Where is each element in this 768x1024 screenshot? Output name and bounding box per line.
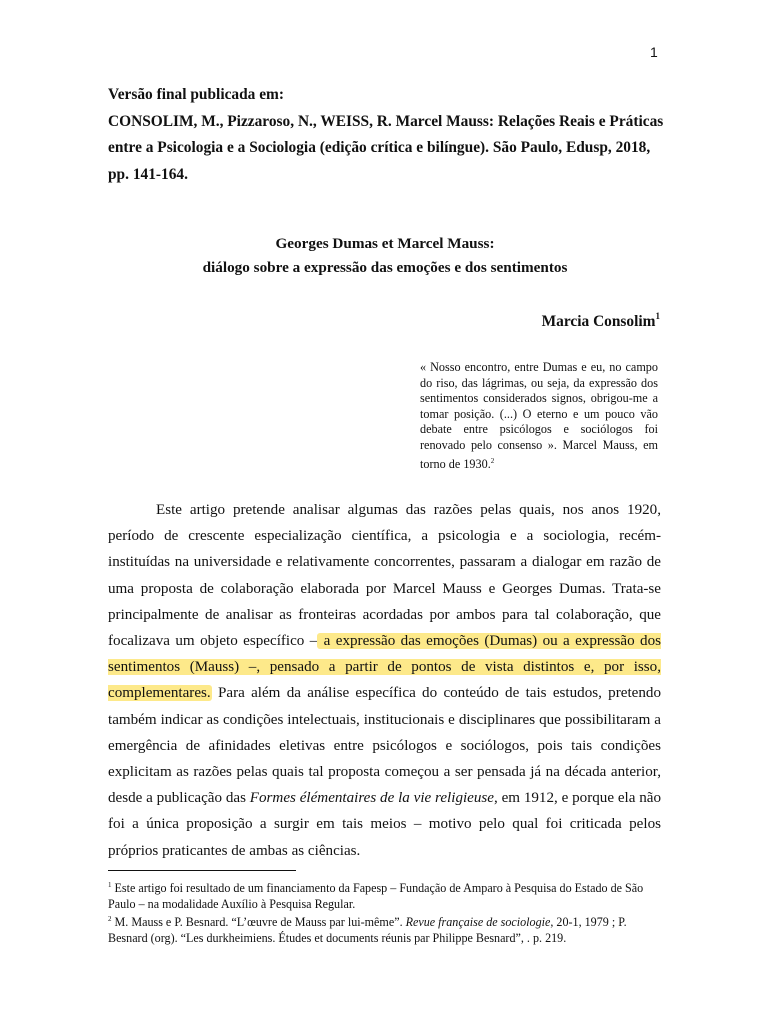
footnotes: [108, 878, 662, 947]
footnote-1: [108, 878, 662, 912]
author-line: [108, 311, 660, 331]
body-text-part2: Para além da análise específica do conteúdo de tais estudos, pretendo também indicar as condições intelectuais, institucionais e disciplinares que possibilitaram a emergência de afinidades eletivas entre psicólogos e sociólogos, pois tais condições explicitam as razões pelas quais tal proposta começou a ser pensada já na década anterior, desde a publicação das: [108, 685, 661, 807]
body-text-part1: Este artigo pretende analisar algumas das razões pelas quais, nos anos 1920, período de crescente especialização científica, a psicologia e a sociologia, recém-instituídas na universidade e relativamente concorrentes, passaram a dialogar em razão de uma proposta de colaboração elaborada por Marcel Mauss e Georges Dumas. Trata-se principalmente de analisar as fronteiras acordadas por ambos para tal colaboração, que focalizava um objeto específico –: [108, 502, 661, 650]
epigraph-footnote-ref[interactable]: 2: [490, 456, 495, 465]
article-subtitle: diálogo sobre a expressão das emoções e dos sentimentos: [202, 259, 568, 276]
footnote-2-text-b: , 20-1, 1979 ; P. Besnard (org). “Les durkheimiens. Études et documents réunis par Philippe Besnard”, . p. 219.: [108, 915, 627, 946]
epigraph-text: « Nosso encontro, entre Dumas e eu, no campo do riso, das lágrimas, ou seja, da expressão dos sentimentos considerados signos, obrigou-me a tomar posição. (...) O eterno e um pouco vão debate entre psicólogos e sociólogos foi renovado pelo consenso ». Marcel Mauss, em torno de 1930.: [420, 360, 658, 471]
body-paragraph: [108, 497, 661, 864]
highlighted-text[interactable]: a expressão das emoções (Dumas) ou a expressão dos sentimentos (Mauss) –, pensado a partir de pontos de vista distintos e, por isso, complementares.: [108, 633, 661, 702]
body-text-part3: , em 1912, e porque ela não foi a única proposição a surgir em tais meios – motivo pelo qual foi criticada pelos próprios praticantes de ambas as ciências.: [108, 790, 662, 859]
publication-label: Versão final publicada em:: [108, 86, 285, 103]
publication-citation: CONSOLIM, M., Pizzaroso, N., WEISS, R. Marcel Mauss: Relações Reais e Práticas entre a Psicologia e a Sociologia (edição crítica e bilíngue). São Paulo, Edusp, 2018, pp. 141-164.: [108, 112, 664, 183]
footnote-2: [108, 912, 662, 946]
article-title-block: [108, 232, 662, 280]
footnote-2-text-a: M. Mauss e P. Besnard. “L’œuvre de Mauss par lui-même”.: [111, 915, 406, 930]
publication-info: [108, 82, 668, 188]
footnote-1-text: Este artigo foi resultado de um financiamento da Fapesp – Fundação de Amparo à Pesquisa do Estado de São Paulo – na modalidade Auxílio à Pesquisa Regular.: [108, 881, 644, 911]
author-footnote-ref[interactable]: 1: [655, 311, 660, 321]
footnote-divider: [108, 870, 296, 871]
author-name: Marcia Consolim: [541, 313, 656, 330]
footnote-2-number: 2: [108, 915, 112, 924]
footnote-1-number: 1: [108, 881, 112, 889]
footnote-2-journal: Revue française de sociologie: [405, 915, 551, 930]
page-number: 1: [650, 44, 658, 60]
epigraph: [420, 360, 658, 472]
article-title: Georges Dumas et Marcel Mauss:: [275, 235, 495, 252]
book-title-italic: Formes élémentaires de la vie religieuse: [249, 790, 495, 807]
